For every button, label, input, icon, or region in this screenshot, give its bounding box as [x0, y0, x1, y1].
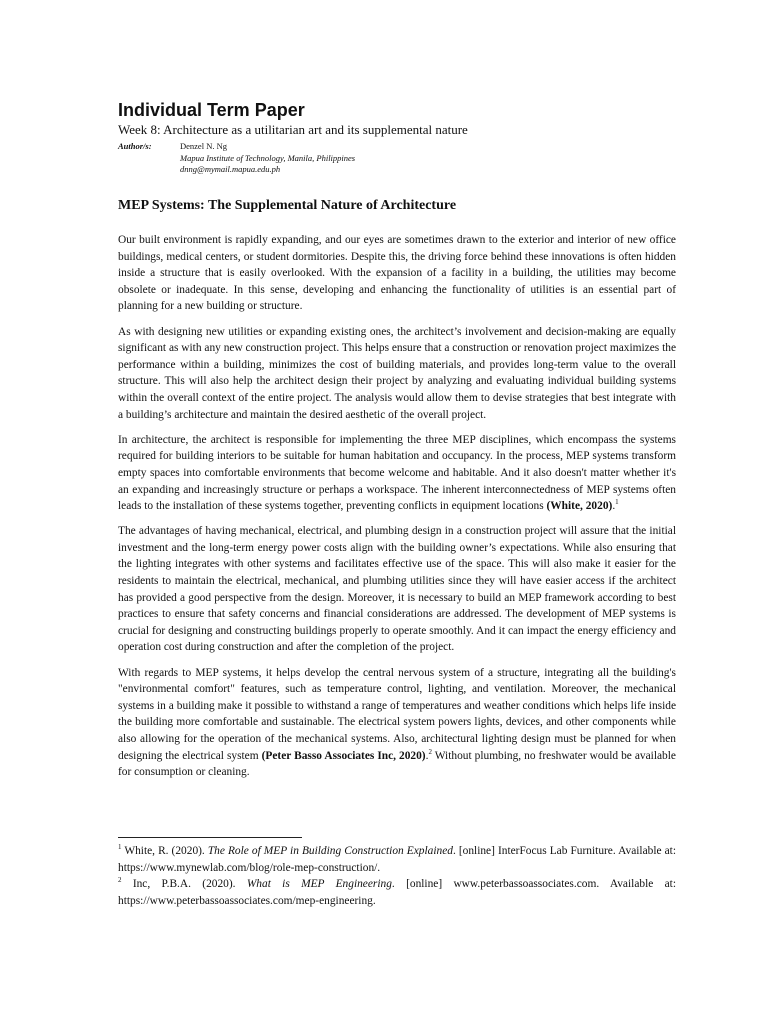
footnote-2-title: What is MEP Engineering	[246, 878, 392, 891]
footnotes	[118, 843, 676, 909]
footnote-ref-2[interactable]: 2	[428, 747, 432, 756]
paragraph-3: In architecture, the architect is responsible for implementing the three MEP disciplines, which encompass the systems required for building interiors to be suitable for human habitation and occupancy. In the process, MEP systems transform empty spaces into comfortable environments that become welcome and habitable. And it also doesn't matter whether it's an expanding and increasingly structure or perhaps a workspace. The inherent interconnectedness of MEP systems often leads to the installation of these systems together, preventing conflicts in equipment locations (White, 2020).$^1$	[118, 433, 676, 513]
author-email: dnng@mymail.mapua.edu.ph	[180, 164, 281, 174]
author-label: Author/s:	[118, 141, 152, 151]
paper-title: Individual Term Paper	[118, 100, 305, 120]
citation-white: (White, 2020)	[546, 500, 613, 513]
author-name: Denzel N. Ng	[180, 141, 227, 151]
footnote-1-title: The Role of MEP in Building Construction Explained	[207, 845, 453, 857]
section-heading: MEP Systems: The Supplemental Nature of Architecture	[118, 198, 457, 213]
paragraph-4: The advantages of having mechanical, electrical, and plumbing design in a construction project will assure that the initial investment and the long-term energy power costs align with the building owner’s expectations. While also ensuring that the lighting integrates with other systems and facilitates effective use of the space. This will also make it easier for the residents to maintain the electrical, mechanical, and plumbing utilities since they will have easier access if the architect has provided a good perspective from the design. Moreover, it is necessary to build an MEP framework according to best practices to ensure that safety concerns and financial considerations are addressed. The development of MEP systems is crucial for designing and constructing buildings properly to operate smoothly. And it can impact the energy efficiency and operation cost during construction and after the completion of the project.	[118, 525, 676, 654]
footnote-2: $^2$ Inc, P.B.A. (2020). What is MEP Engineering. [online] www.peterbassoassociates.com. Available at: https://www.peterbassoassociates.com/mep-engineering.	[118, 876, 676, 907]
footnote-1: $^1$ White, R. (2020). The Role of MEP in Building Construction Explained. [online] InterFocus Lab Furniture. Available at: https://www.mynewlab.com/blog/role-mep-construction/.	[118, 843, 676, 874]
footnote-ref-1[interactable]: 1	[615, 498, 619, 507]
author-affiliation: Mapua Institute of Technology, Manila, Philippines	[180, 152, 356, 163]
paragraph-1: Our built environment is rapidly expanding, and our eyes are sometimes drawn to the exterior and interior of new office buildings, medical centers, or student dormitories. Despite this, the driving force behind these innovations is often hidden inside a structure that is easily overlooked. With the expansion of a facility in a building, the utilities may become obsolete or inadequate. In this sense, developing and enhancing the functionality of utilities is an essential part of planning for a new building or structure.	[118, 234, 676, 313]
paragraph-5: With regards to MEP systems, it helps develop the central nervous system of a structure, integrating all the building's "environmental comfort" features, such as temperature control, lighting, and ventilation. Moreover, the mechanical systems in a building make it possible to withstand a range of temperatures and weather conditions which helps life inside the building more comfortable and sustainable. The electrical system powers lights, devices, and other components while also allowing for the operation of the mechanical systems. Also, architectural lighting design must be planned for when designing the electrical system (Peter Basso Associates Inc, 2020).$^2$ Without plumbing, no freshwater would be available for consumption or cleaning.	[118, 666, 676, 779]
paper-subtitle: Week 8: Architecture as a utilitarian art and its supplemental nature	[118, 122, 468, 137]
paragraph-2: As with designing new utilities or expanding existing ones, the architect’s involvement and decision-making are equally significant as with any new construction project. This helps ensure that a construction or renovation project maximizes the performance within a building, minimizes the cost of building materials, and provides long-term value to the overall structure. This will also help the architect design their project by analyzing and evaluating individual building systems within the overall context of the entire project. The analysis would allow them to devise strategies that best integrate with a building’s architecture and maintain the desired aesthetic of the overall project.	[118, 325, 676, 421]
author-info	[180, 141, 355, 176]
body-text	[118, 232, 676, 789]
citation-peter-basso: (Peter Basso Associates Inc, 2020)	[261, 749, 426, 762]
footnote-divider	[118, 837, 302, 838]
